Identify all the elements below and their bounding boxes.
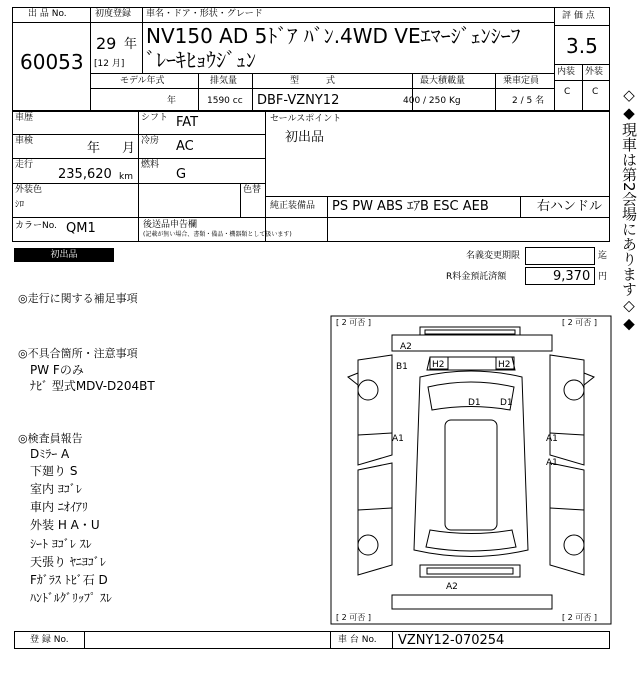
rating-value: 3.5	[566, 34, 598, 58]
inspector-line: 下廻り S	[30, 464, 78, 478]
color-no-label: カラーNo.	[15, 221, 57, 231]
fuel-label: 燃料	[141, 160, 160, 170]
exterior-label: 外装	[585, 67, 604, 77]
tire-front-right-label: [ 2 可否 ]	[562, 318, 597, 327]
shift-label: シフト	[141, 113, 169, 123]
rating-label: 評 価 点	[562, 11, 595, 21]
recycle-unit: 円	[598, 272, 608, 282]
interior-grade: C	[564, 87, 571, 97]
inspector-line: 天張り ﾔﾆﾖｺﾞﾚ	[30, 555, 106, 569]
defect-line: ﾅﾋﾞ 型式MDV-D204BT	[30, 379, 155, 393]
inspector-line: ﾊﾝﾄﾞﾙｸﾞﾘｯﾌﾟ ｽﾚ	[30, 591, 112, 605]
interior-label: 内装	[557, 67, 576, 77]
max-load-value: 400 / 250 Kg	[403, 96, 461, 106]
defects-title: ◎不具合箇所・注意事項	[18, 347, 138, 360]
name-change-unit: 迄	[598, 251, 608, 261]
type-label: 型 式	[290, 76, 336, 86]
displacement-label: 排気量	[210, 76, 238, 86]
displacement-value: 1590 cc	[207, 96, 243, 106]
lot-number: 60053	[20, 50, 84, 74]
mark-windshield-left: D1	[468, 398, 481, 408]
model-year-unit: 年	[167, 96, 177, 106]
name-change-label: 名義変更期限	[466, 251, 521, 261]
tire-front-left-label: [ 2 可否 ]	[336, 318, 371, 327]
tire-rear-right-label: [ 2 可否 ]	[562, 613, 597, 622]
inspector-title: ◎検査員報告	[18, 432, 83, 445]
driving-notes-title: ◎走行に関する補足事項	[18, 292, 138, 305]
shift-value: FAT	[176, 115, 199, 130]
recycle-label: R料金預託済額	[446, 272, 507, 282]
capacity-value: 2 / 5 名	[512, 96, 545, 106]
mark-front-bumper: A2	[400, 342, 412, 352]
inspection-label: 車検	[15, 136, 34, 146]
inspector-line: 車内 ﾆｵｲｱﾘ	[30, 500, 88, 514]
mark-left-fender: B1	[396, 362, 408, 372]
mark-rear-bumper: A2	[446, 582, 458, 592]
first-reg-month: [12 月]	[94, 59, 125, 69]
inspection-month-unit: 月	[122, 141, 136, 156]
ac-value: AC	[176, 139, 194, 154]
tire-rear-left-label: [ 2 可否 ]	[336, 613, 371, 622]
footer-box	[14, 631, 610, 649]
mark-headlight-right: H2	[498, 360, 511, 370]
reg-no-label: 登 録 No.	[30, 635, 69, 645]
type-value: DBF-VZNY12	[257, 93, 340, 108]
max-load-label: 最大積載量	[420, 76, 466, 86]
inspection-year-unit: 年	[87, 141, 101, 156]
venue-note: ◇◆現車は第2会場にあります◇◆	[620, 86, 638, 333]
recycle-value: 9,370	[553, 269, 591, 284]
equipment-value: PS PW ABS ｴｱB ESC AEB	[332, 199, 489, 214]
chassis-number: VZNY12-070254	[398, 633, 505, 648]
car-name-label: 車名・ドア・形状・グレード	[146, 9, 263, 19]
first-reg-year: 29	[96, 34, 117, 53]
mileage-label: 走行	[15, 160, 34, 170]
inspector-line: Fｶﾞﾗｽ ﾄﾋﾞ石 D	[30, 573, 108, 587]
mark-windshield-right: D1	[500, 398, 513, 408]
car-condition-diagram	[330, 315, 612, 625]
aftermarket-label: 後送品申告欄	[143, 220, 198, 230]
aftermarket-note: (記載が無い場合、書類・備品・機器類として扱います)	[143, 231, 292, 238]
first-listing-badge: 初出品	[14, 248, 114, 262]
sales-point-value: 初出品	[285, 130, 325, 145]
fuel-value: G	[176, 167, 187, 182]
lot-label: 出 品 No.	[28, 9, 67, 19]
ext-color-value: ｼﾛ	[15, 200, 25, 210]
year-unit: 年	[124, 37, 138, 52]
chassis-label: 車 台 No.	[338, 635, 377, 645]
defect-line: PW Fのみ	[30, 363, 84, 377]
mileage-unit: km	[119, 172, 133, 182]
inspector-line: ｼｰﾄ ﾖｺﾞﾚ ｽﾚ	[30, 537, 92, 551]
inspector-line: 外装 H A・U	[30, 518, 100, 532]
color-change-label: 色替	[243, 185, 262, 195]
car-name-line2: ﾞﾚｰｷﾋｮｳｼﾞｭﾝ	[146, 48, 256, 72]
mileage-value: 235,620	[58, 167, 112, 182]
name-change-box	[525, 247, 595, 265]
first-reg-label: 初度登録	[95, 9, 132, 19]
mark-left-door: A1	[392, 434, 404, 444]
model-year-label: モデル年式	[120, 76, 165, 86]
ext-color-label: 外装色	[15, 185, 43, 195]
steering-value: 右ハンドル	[537, 199, 603, 214]
ac-label: 冷房	[141, 136, 160, 146]
inspector-line: 室内 ﾖｺﾞﾚ	[30, 482, 82, 496]
mark-right-door-rear: A1	[546, 458, 558, 468]
history-label: 車歴	[15, 113, 34, 123]
capacity-label: 乗車定員	[503, 76, 540, 86]
car-name-line1: NV150 AD 5ﾄﾞｱ ﾊﾞﾝ.4WD VEｴﾏｰｼﾞｪﾝｼｰﾌ	[146, 24, 521, 48]
exterior-grade: C	[592, 87, 599, 97]
equipment-label: 純正装備品	[270, 201, 316, 211]
color-no-value: QM1	[66, 221, 96, 236]
inspector-line: Dﾐﾗｰ A	[30, 447, 70, 461]
mark-right-door-front: A1	[546, 434, 558, 444]
mark-headlight-left: H2	[432, 360, 445, 370]
sales-point-label: セールスポイント	[270, 114, 342, 124]
